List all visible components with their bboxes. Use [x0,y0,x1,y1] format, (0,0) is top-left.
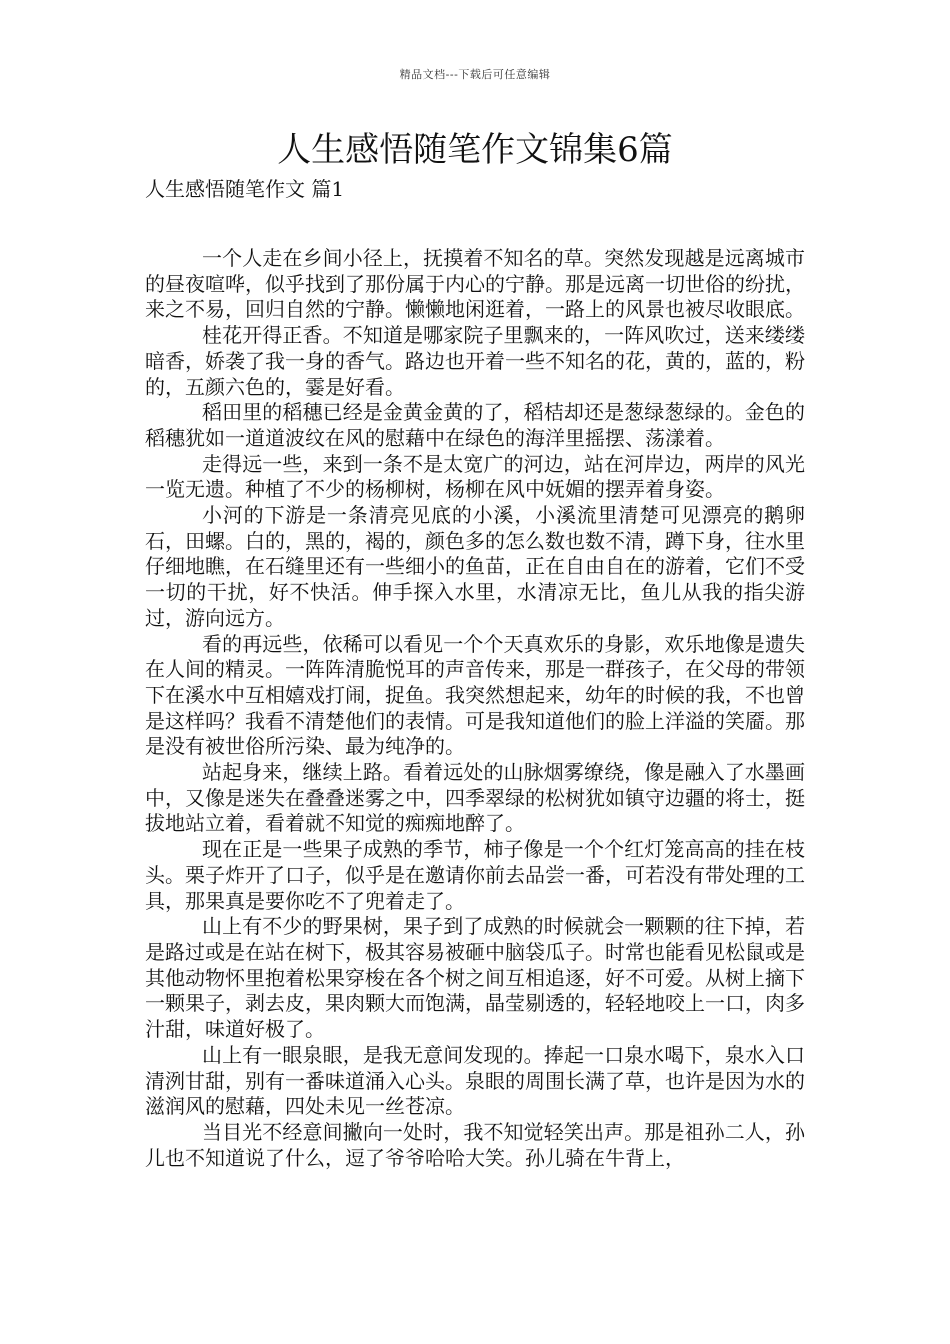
paragraph: 站起身来，继续上路。看着远处的山脉烟雾缭绕，像是融入了水墨画中，又像是迷失在叠叠迷雾之中，四季翠绿的松树犹如镇守边疆的将士，挺拔地站立着，看着就不知觉的痴痴地醉了。 [145,760,805,836]
paragraph: 当目光不经意间撇向一处时，我不知觉轻笑出声。那是祖孙二人，孙儿也不知道说了什么，逗了爷爷哈哈大笑。孙儿骑在牛背上， [145,1119,805,1170]
document-title: 人生感悟随笔作文锦集6篇 [277,130,673,170]
header-note: 精品文档---下载后可任意编辑 [399,68,551,81]
paragraph: 看的再远些，依稀可以看见一个个天真欢乐的身影，欢乐地像是遗失在人间的精灵。一阵阵清脆悦耳的声音传来，那是一群孩子，在父母的带领下在溪水中互相嬉戏打闹，捉鱼。我突然想起来，幼年的时候的我，不也曾是这样吗？我看不清楚他们的表情。可是我知道他们的脸上洋溢的笑靥。那是没有被世俗所污染、最为纯净的。 [145,631,805,759]
paragraph: 桂花开得正香。不知道是哪家院子里飘来的，一阵风吹过，送来缕缕暗香，娇袭了我一身的香气。路边也开着一些不知名的花，黄的，蓝的，粉的，五颜六色的，霎是好看。 [145,323,805,399]
paragraph: 现在正是一些果子成熟的季节，柿子像是一个个红灯笼高高的挂在枝头。栗子炸开了口子，似乎是在邀请你前去品尝一番，可若没有带处理的工具，那果真是要你吃不了兜着走了。 [145,837,805,913]
paragraph: 稻田里的稻穗已经是金黄金黄的了，稻桔却还是葱绿葱绿的。金色的稻穗犹如一道道波纹在风的慰藉中在绿色的海洋里摇摆、荡漾着。 [145,400,805,450]
paragraph: 山上有不少的野果树，果子到了成熟的时候就会一颗颗的往下掉，若是路过或是在站在树下，极其容易被砸中脑袋瓜子。时常也能看见松鼠或是其他动物怀里抱着松果穿梭在各个树之间互相追逐，好不可爱。从树上摘下一颗果子，剥去皮，果肉颗大而饱满，晶莹剔透的，轻轻地咬上一口，肉多汁甜，味道好极了。 [145,914,805,1042]
paragraph: 山上有一眼泉眼，是我无意间发现的。捧起一口泉水喝下，泉水入口清洌甘甜，别有一番味道涌入心头。泉眼的周围长满了草，也许是因为水的滋润风的慰藉，四处未见一丝苍凉。 [145,1042,805,1119]
paragraph: 走得远一些，来到一条不是太宽广的河边，站在河岸边，两岸的风光一览无遗。种植了不少的杨柳树，杨柳在风中妩媚的摆弄着身姿。 [145,451,805,502]
paragraph: 小河的下游是一条清亮见底的小溪，小溪流里清楚可见漂亮的鹅卵石，田螺。白的，黑的，褐的，颜色多的怎么数也数不清，蹲下身，往水里仔细地瞧，在石缝里还有一些细小的鱼苗，正在自由自在的游着，它们不受一切的干扰，好不快活。伸手探入水里，水清凉无比，鱼儿从我的指尖游过，游向远方。 [145,503,805,630]
body-text [145,246,805,1171]
paragraph: 一个人走在乡间小径上，抚摸着不知名的草。突然发现越是远离城市的昼夜喧哗，似乎找到了那份属于内心的宁静。那是远离一切世俗的纷扰，来之不易，回归自然的宁静。懒懒地闲逛着，一路上的风景也被尽收眼底。 [145,246,805,322]
section-heading: 人生感悟随笔作文 篇1 [145,177,345,201]
